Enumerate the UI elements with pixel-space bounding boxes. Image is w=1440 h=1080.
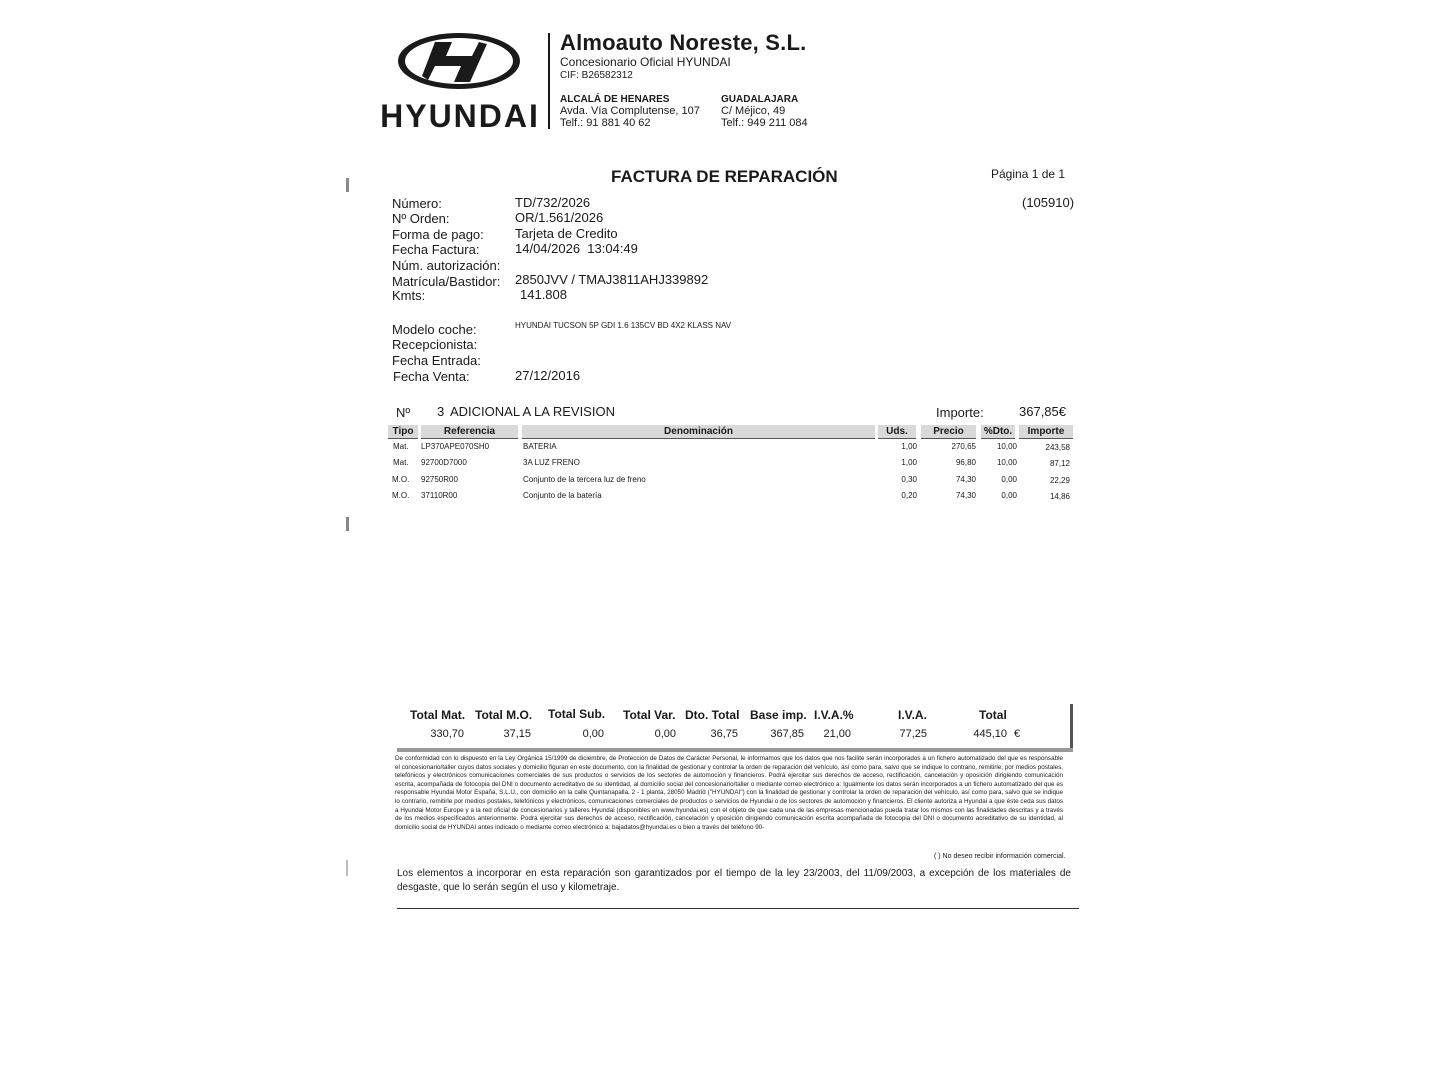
totals-header-mat: Total Mat. <box>410 708 466 722</box>
field-label-kmts: Kmts: <box>392 288 426 303</box>
totals-header-dto: Dto. Total <box>685 708 740 722</box>
row-precio: 74,30 <box>955 491 976 500</box>
company-cif: CIF: B26582312 <box>560 70 633 81</box>
warranty-notice: Los elementos a incorporar en esta reparación son garantizados por el tiempo de la ley 23/2003, del 11/09/2003, a excepción de los materiales de desgaste, que lo serán según el uso y kilometraje. <box>397 868 1071 893</box>
section-number: 3 <box>437 404 445 419</box>
field-label-orden: Nº Orden: <box>392 211 450 226</box>
col-header-referencia: Referencia <box>421 425 518 439</box>
totals-header-var: Total Var. <box>623 708 676 722</box>
scan-mark <box>346 517 349 531</box>
field-value-numero: TD/732/2026 <box>515 195 591 210</box>
office-address-guadalajara: C/ Méjico, 49 <box>721 105 786 117</box>
field-label-modelo: Modelo coche: <box>392 322 477 337</box>
row-dto: 0,00 <box>1001 491 1017 500</box>
logo-wordmark: HYUNDAI <box>380 98 540 130</box>
row-uds: 1,00 <box>901 458 917 467</box>
totals-value-dto: 36,75 <box>710 728 738 740</box>
field-label-numero: Número: <box>392 196 442 211</box>
office-name-guadalajara: GUADALAJARA <box>721 94 799 105</box>
field-value-fecha-factura: 14/04/2026 13:04:49 <box>515 241 638 256</box>
field-label-forma-pago: Forma de pago: <box>392 227 484 242</box>
field-label-matricula: Matrícula/Bastidor: <box>392 274 501 289</box>
field-label-fecha-venta: Fecha Venta: <box>393 369 470 384</box>
totals-value-mat: 330,70 <box>430 728 464 740</box>
hyundai-logo <box>380 30 540 130</box>
totals-header-sub: Total Sub. <box>548 707 606 721</box>
office-address-alcala: Avda. Vía Complutense, 107 <box>560 105 700 117</box>
section-importe-value: 367,85€ <box>1019 404 1066 419</box>
row-denominacion: BATERIA <box>523 442 557 451</box>
row-tipo: Mat. <box>393 442 409 451</box>
field-label-fecha-entrada: Fecha Entrada: <box>392 353 481 368</box>
totals-separator <box>397 748 1073 752</box>
office-phone-alcala: Telf.: 91 881 40 62 <box>560 117 651 129</box>
totals-value-iva-pct: 21,00 <box>823 728 851 740</box>
totals-box-border <box>1070 704 1073 752</box>
row-referencia: 37110R00 <box>421 491 458 500</box>
field-value-forma-pago: Tarjeta de Credito <box>515 226 618 241</box>
section-importe-label: Importe: <box>936 405 984 420</box>
col-header-denominacion: Denominación <box>522 425 875 439</box>
field-label-recepcionista: Recepcionista: <box>392 337 478 352</box>
totals-value-mo: 37,15 <box>503 728 531 740</box>
row-referencia: 92700D7000 <box>421 458 467 467</box>
field-value-orden: OR/1.561/2026 <box>515 210 604 225</box>
totals-currency: € <box>1014 728 1021 740</box>
field-value-kmts: 141.808 <box>520 287 567 302</box>
totals-header-iva: I.V.A. <box>898 708 927 722</box>
totals-value-sub: 0,00 <box>582 728 604 740</box>
row-dto: 0,00 <box>1001 475 1017 484</box>
optout-notice: ( ) No deseo recibir información comercial. <box>934 853 1066 860</box>
row-importe: 14,86 <box>1049 492 1070 501</box>
totals-value-total: 445,10 <box>973 728 1007 740</box>
totals-header-total: Total <box>979 708 1007 722</box>
company-subtitle: Concesionario Oficial HYUNDAI <box>560 55 731 69</box>
row-precio: 96,80 <box>955 458 976 467</box>
totals-value-iva: 77,25 <box>899 728 927 740</box>
row-tipo: M.O. <box>392 475 410 484</box>
footer-rule <box>397 908 1079 909</box>
row-tipo: M.O. <box>392 491 410 500</box>
row-dto: 10,00 <box>996 458 1017 467</box>
hyundai-emblem-icon <box>380 30 540 130</box>
totals-header-mo: Total M.O. <box>475 708 533 722</box>
totals-header-iva-pct: I.V.A.% <box>814 708 854 722</box>
col-header-dto: %Dto. <box>981 425 1015 439</box>
row-denominacion: 3A LUZ FRENO <box>523 458 580 467</box>
section-no-label: Nº <box>396 405 411 420</box>
row-importe: 22,29 <box>1049 476 1070 485</box>
totals-header-base: Base imp. <box>750 708 807 722</box>
col-header-uds: Uds. <box>878 425 916 439</box>
row-precio: 270,65 <box>951 442 976 451</box>
row-uds: 1,00 <box>901 442 917 451</box>
header-divider <box>548 33 550 129</box>
field-value-matricula: 2850JVV / TMAJ3811AHJ339892 <box>515 272 709 287</box>
field-label-autorizacion: Núm. autorización: <box>392 258 501 273</box>
col-header-precio: Precio <box>921 425 976 439</box>
row-dto: 10,00 <box>996 442 1017 451</box>
row-denominacion: Conjunto de la tercera luz de freno <box>523 475 646 484</box>
invoice-reference: (105910) <box>1022 195 1075 210</box>
section-name: ADICIONAL A LA REVISION <box>450 404 615 419</box>
legal-notice: De conformidad con lo dispuesto en la Ley Orgánica 15/1999 de diciembre, de Protección de Datos de Carácter Personal, le informamos que los datos que nos facilite serán incorporados a un fichero automatizado del que es responsable el concesionario/taller cuyos datos sociales y domicilio figuran en este documento, con la finalidad de gestionar y controlar la orden de reparación del vehículo, así como para, salvo que se indique lo contrario, remitirle, por medios postales, telefónicos y electrónicos comunicaciones comerciales de sus productos o servicios de los sectores de automoción y financieros. Podrá ejercitar sus derechos de acceso, rectificación, cancelación y oposición dirigiendo comunicación escrita, acompañada de fotocopia del DNI o documento acreditativo de su identidad, al domicilio social del concesionario/taller o mediante correo electrónico a: Igualmente los datos serán incorporados a un fichero automatizado del que es responsable Hyundai Motor España, S.L.U., con domicilio en la calle Quintanapalla, 2 - 1 planta, 28050 Madrid ("HYUNDAI") con la finalidad de gestionar y controlar la orden de reparación del vehículo, así como para, salvo que se indique lo contrario, remitirle por medios postales, telefónicos y electrónicos, comunicaciones comerciales de productos o servicios de Hyundai o de los sectores de automoción y financieros. El cliente autoriza a Hyundai a que éste ceda sus datos a Hyundai Motor Europe y a la red oficial de concesionarios y talleres Hyundai (disponibles en www.hyundai.es) con el objeto de que cada una de las empresas mencionadas pueda tratar los mismos con las finalidades descritas y a través de los medios especificados anteriormente. Podrá ejercitar sus derechos de acceso, rectificación, cancelación y oposición dirigiendo comunicación escrita acompañada de fotocopia del DNI o documento acreditativo de su identidad, al domicilio social de HYUNDAI antes indicado o mediante correo electrónico a: bajadatos@hyundai.es o bien a través del teléfono 90- <box>395 755 1063 831</box>
row-uds: 0,30 <box>901 475 917 484</box>
field-value-modelo: HYUNDAI TUCSON 5P GDI 1.6 135CV BD 4X2 KLASS NAV <box>515 321 732 330</box>
field-value-fecha-venta: 27/12/2016 <box>515 368 581 383</box>
office-name-alcala: ALCALÁ DE HENARES <box>560 94 670 105</box>
row-denominacion: Conjunto de la batería <box>523 491 602 500</box>
col-header-tipo: Tipo <box>388 425 418 439</box>
scan-mark <box>346 178 349 192</box>
col-header-importe: Importe <box>1019 425 1073 439</box>
row-importe: 87,12 <box>1049 459 1070 468</box>
row-uds: 0,20 <box>901 491 917 500</box>
row-referencia: 92750R00 <box>421 475 458 484</box>
totals-value-base: 367,85 <box>770 728 804 740</box>
row-referencia: LP370APE070SH0 <box>421 442 490 451</box>
page-number: Página 1 de 1 <box>991 167 1066 181</box>
invoice-title: FACTURA DE REPARACIÓN <box>611 167 838 186</box>
office-phone-guadalajara: Telf.: 949 211 084 <box>721 117 808 129</box>
field-label-fecha-factura: Fecha Factura: <box>392 242 480 257</box>
row-tipo: Mat. <box>393 458 409 467</box>
company-name: Almoauto Noreste, S.L. <box>560 30 807 55</box>
totals-value-var: 0,00 <box>654 728 676 740</box>
scan-mark <box>346 860 348 876</box>
row-precio: 74,30 <box>955 475 976 484</box>
row-importe: 243,58 <box>1045 443 1070 452</box>
